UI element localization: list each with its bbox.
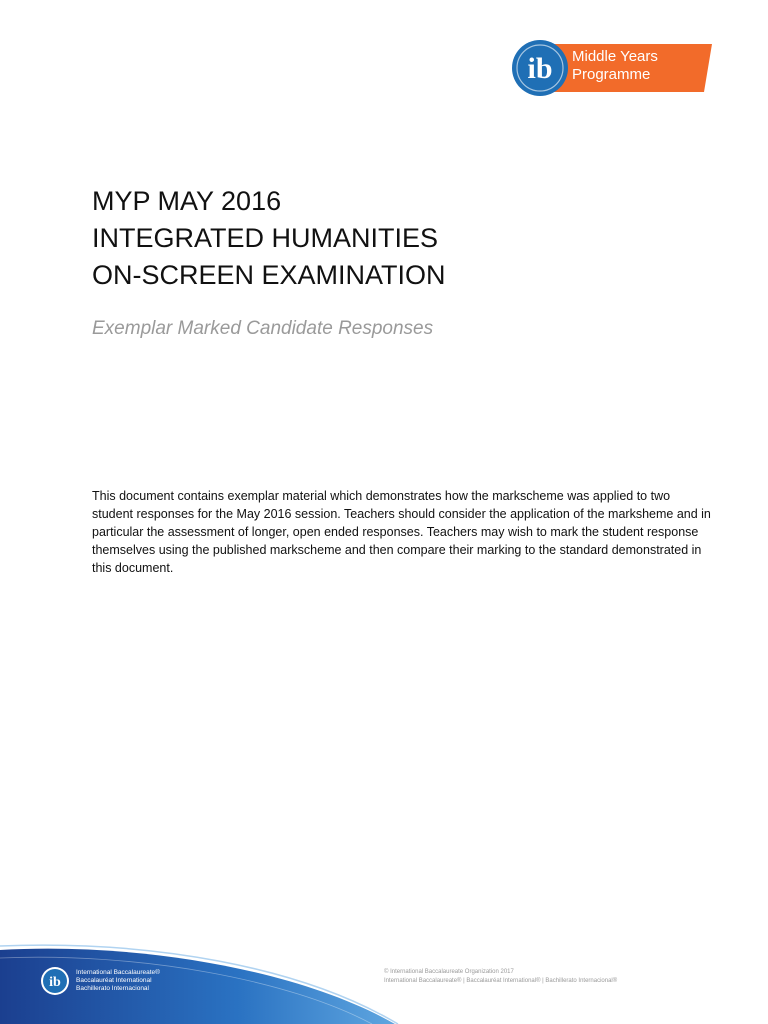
intro-paragraph: This document contains exemplar material which demonstrates how the markscheme was applied to two student responses for the May 2016 session. Teachers should consider the application of the marksheme and in particular the assessment of longer, open ended responses. Teachers may wish to mark the student response themselves using the published markscheme and then compare their marking to the standard demonstrated in this document.	[92, 489, 711, 575]
copyright-line2: International Baccalaureate® | Baccalauréat International® | Bachillerato Internacional®	[384, 978, 618, 984]
ib-myp-logo	[510, 40, 712, 98]
document-title	[92, 183, 446, 294]
footer-org-line2: Baccalauréat International	[76, 977, 152, 984]
copyright-line1: © International Baccalaureate Organization 2017	[384, 969, 514, 975]
title-line-1: MYP MAY 2016	[92, 186, 282, 216]
title-line-3: ON-SCREEN EXAMINATION	[92, 260, 446, 290]
document-subtitle: Exemplar Marked Candidate Responses	[92, 318, 434, 339]
footer-organization-name	[76, 969, 160, 993]
footer-org-line3: Bachillerato Internacional	[76, 985, 149, 992]
copyright-notice	[384, 968, 617, 986]
programme-line1: Middle Years	[572, 48, 658, 65]
footer-seal-letters: ib	[49, 975, 61, 990]
programme-name	[572, 48, 712, 84]
title-line-2: INTEGRATED HUMANITIES	[92, 223, 439, 253]
footer-ib-seal-icon	[40, 966, 70, 996]
footer-org-line1: International Baccalaureate®	[76, 969, 160, 976]
seal-letters: ib	[527, 52, 553, 85]
programme-line2: Programme	[572, 66, 651, 83]
